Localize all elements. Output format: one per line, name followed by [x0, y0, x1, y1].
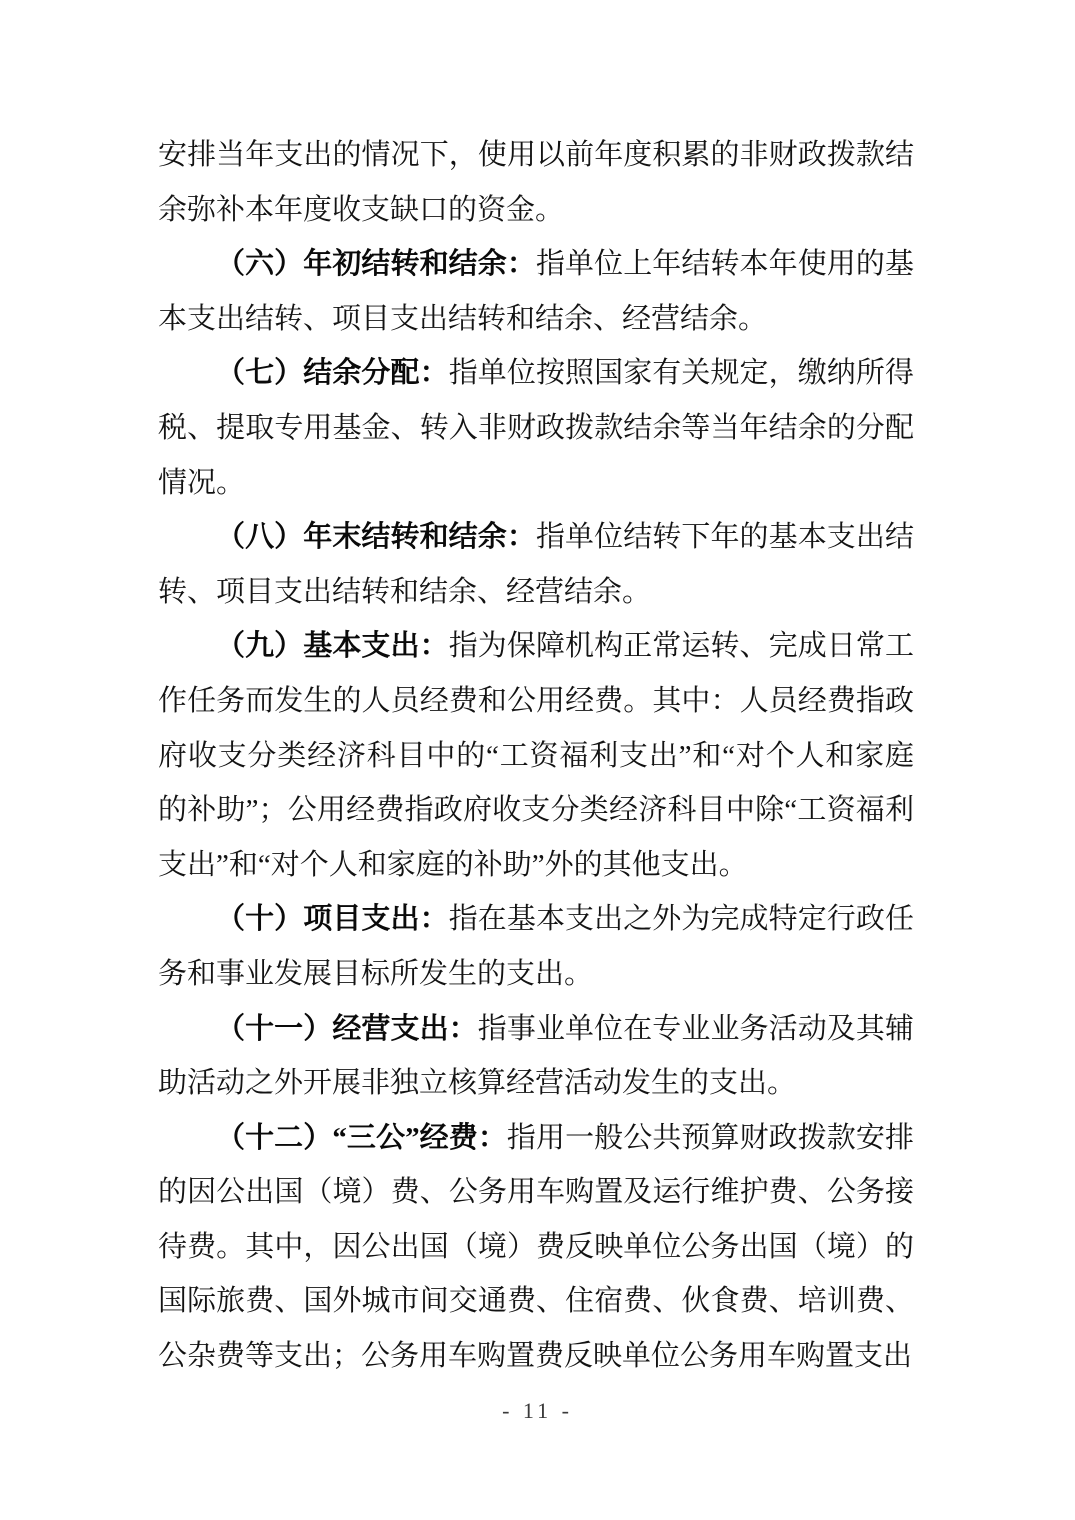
paragraph-continuation — [158, 128, 914, 237]
page-number: - 11 - — [502, 1398, 573, 1423]
paragraph-text: 指为保障机构正常运转、完成日常工作任务而发生的人员经费和公用经费。其中：人员经费指政府收支分类经济科目中的“工资福利支出”和“对个人和家庭的补助”；公用经费指政府收支分类经济科目中除“工资福利支出”和“对个人和家庭的补助”外的其他支出。 — [158, 630, 914, 881]
paragraph-heading: （十）项目支出： — [216, 903, 449, 936]
paragraph-heading: （七）结余分配： — [216, 357, 449, 390]
paragraph-heading: （十一）经营支出： — [216, 1012, 478, 1045]
document-body — [158, 128, 914, 1384]
paragraph-text: 安排当年支出的情况下，使用以前年度积累的非财政拨款结余弥补本年度收支缺口的资金。 — [158, 139, 914, 226]
paragraph-text: 指单位上年结转本年使用的基本支出结转、项目支出结转和结余、经营结余。 — [158, 248, 914, 335]
paragraph-text: 指用一般公共预算财政拨款安排的因公出国（境）费、公务用车购置及运行维护费、公务接待费。其中，因公出国（境）费反映单位公务出国（境）的国际旅费、国外城市间交通费、住宿费、伙食费、培训费、公杂费等支出；公务用车购置费反映单位公务用车购置支出 — [158, 1121, 914, 1373]
paragraph-text: 指单位结转下年的基本支出结转、项目支出结转和结余、经营结余。 — [158, 521, 914, 608]
paragraph-text: 指在基本支出之外为完成特定行政任务和事业发展目标所发生的支出。 — [158, 903, 914, 990]
paragraph-item-8 — [158, 510, 914, 619]
paragraph-heading: （六）年初结转和结余： — [216, 248, 536, 281]
paragraph-item-12 — [158, 1111, 914, 1384]
paragraph-heading: （八）年末结转和结余： — [216, 521, 536, 554]
paragraph-item-11 — [158, 1002, 914, 1111]
paragraph-text: 指单位按照国家有关规定，缴纳所得税、提取专用基金、转入非财政拨款结余等当年结余的分配情况。 — [158, 357, 914, 499]
paragraph-item-7 — [158, 346, 914, 510]
paragraph-text: 指事业单位在专业业务活动及其辅助活动之外开展非独立核算经营活动发生的支出。 — [158, 1012, 914, 1100]
paragraph-item-9 — [158, 619, 914, 892]
paragraph-item-6 — [158, 237, 914, 346]
paragraph-heading: （九）基本支出： — [216, 630, 449, 663]
paragraph-heading: （十二）“三公”经费： — [216, 1121, 507, 1154]
paragraph-item-10 — [158, 892, 914, 1001]
